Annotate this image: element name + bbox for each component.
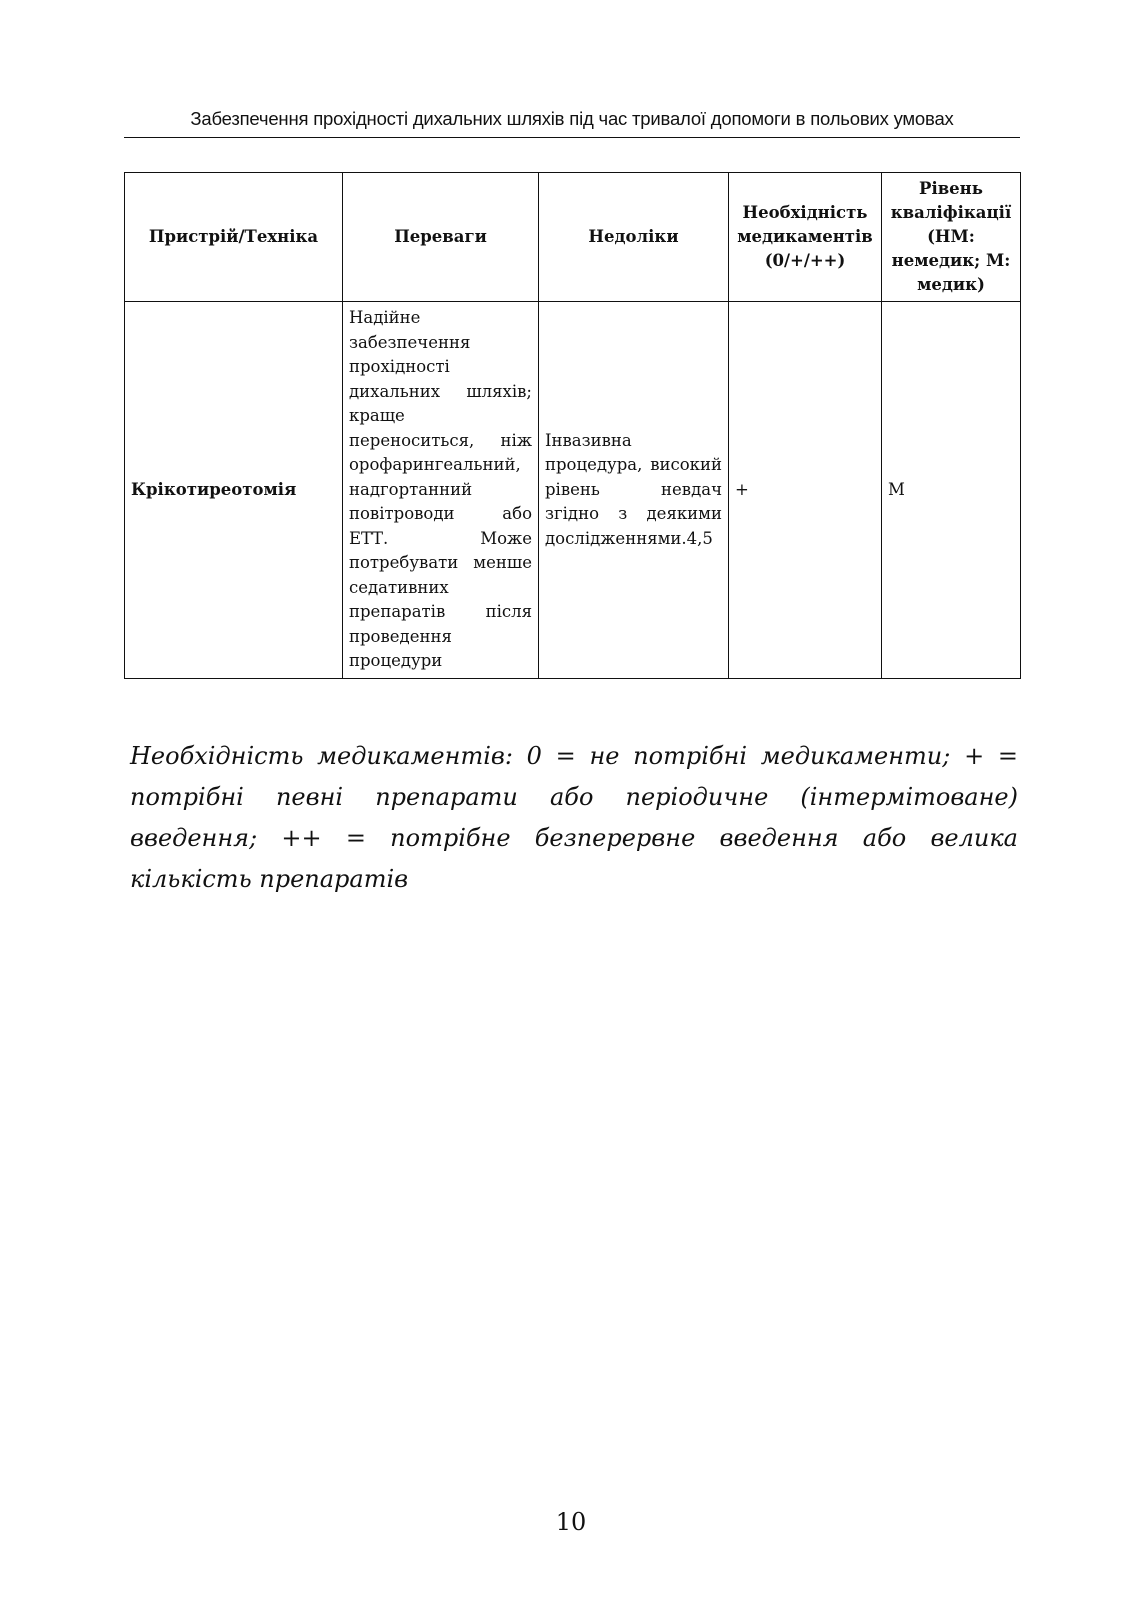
airway-techniques-table (124, 172, 1021, 679)
table-note: Необхідність медикаментів: 0 = не потрібні медикаменти; + = потрібні певні препарати або періодичне (інтермітоване) введення; ++ = потрібне безперервне введення або велика кількість препаратів (130, 742, 1018, 893)
technique-cell: Крікотиреотомія (125, 302, 343, 679)
column-header: Недоліки (539, 173, 729, 302)
page-number: 10 (555, 1508, 587, 1536)
header-rule (124, 137, 1020, 138)
medication-cell: + (729, 302, 882, 679)
table-row (125, 302, 1021, 679)
column-header: Пристрій/Техніка (125, 173, 343, 302)
column-header: Переваги (343, 173, 539, 302)
table-header-row (125, 173, 1021, 302)
disadvantages-cell: Інвазивна процедура, високий рівень невдач згідно з деякими дослідженнями.4,5 (539, 302, 729, 679)
column-header: Необхідність медикаментів (0/+/++) (729, 173, 882, 302)
skill-level-cell: М (882, 302, 1021, 679)
column-header: Рівень кваліфікації (НМ: немедик; М: медик) (882, 173, 1021, 302)
advantages-cell: Надійне забезпечення прохідності дихальних шляхів; краще переноситься, ніж орофарингеальний, надгортанний повітроводи або ЕТТ. Може потребувати менше седативних препаратів після проведення процедури (343, 302, 539, 679)
running-header: Забезпечення прохідності дихальних шляхів під час тривалої допомоги в польових умовах (190, 108, 954, 129)
